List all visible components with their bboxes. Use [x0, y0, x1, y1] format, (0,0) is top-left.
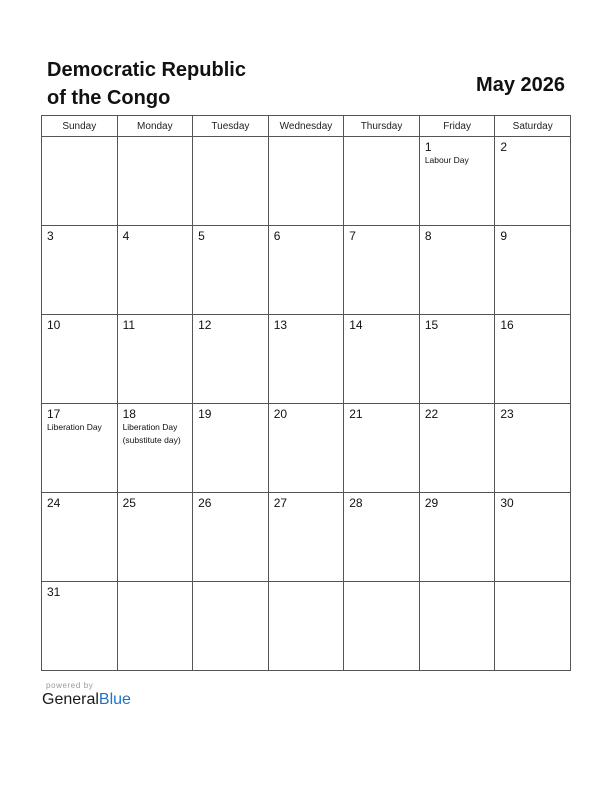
day-number: 23	[500, 407, 514, 421]
weekday-tuesday: Tuesday	[193, 116, 269, 137]
weekday-sunday: Sunday	[42, 116, 118, 137]
day-number: 4	[122, 229, 130, 243]
day-number: 1	[424, 140, 432, 154]
day-cell	[193, 493, 269, 582]
week-row	[42, 493, 571, 582]
day-cell	[344, 493, 420, 582]
day-cell	[42, 315, 118, 404]
weekday-thursday: Thursday	[344, 116, 420, 137]
day-number: 31	[47, 585, 61, 599]
day-cell	[193, 226, 269, 315]
day-number: 3	[47, 229, 54, 243]
day-cell	[419, 404, 495, 493]
calendar-grid	[41, 115, 571, 671]
day-cell	[419, 226, 495, 315]
day-number: 28	[349, 496, 363, 510]
empty-day-cell	[344, 137, 420, 226]
day-cell	[193, 315, 269, 404]
day-number: 29	[424, 496, 439, 510]
empty-day-cell	[495, 582, 571, 671]
day-number: 17	[47, 407, 61, 421]
day-cell	[42, 493, 118, 582]
day-cell	[419, 315, 495, 404]
day-number: 24	[47, 496, 61, 510]
day-cell	[268, 493, 344, 582]
empty-day-cell	[193, 582, 269, 671]
week-row	[42, 582, 571, 671]
brand-part-general: General	[42, 691, 99, 708]
day-number: 13	[273, 318, 288, 332]
empty-day-cell	[117, 137, 193, 226]
day-cell	[495, 493, 571, 582]
day-cell	[495, 315, 571, 404]
month-year-title: May 2026	[476, 74, 565, 96]
country-title	[47, 56, 347, 112]
day-cell	[268, 404, 344, 493]
week-row	[42, 226, 571, 315]
day-number: 15	[424, 318, 439, 332]
empty-day-cell	[268, 582, 344, 671]
day-cell	[344, 226, 420, 315]
week-row	[42, 137, 571, 226]
day-cell	[495, 137, 571, 226]
holiday-label: Labour Day	[424, 155, 469, 165]
footer-branding	[42, 681, 131, 709]
empty-day-cell	[193, 137, 269, 226]
day-number: 2	[500, 140, 508, 154]
day-cell	[42, 404, 118, 493]
day-cell	[117, 493, 193, 582]
weekday-monday: Monday	[117, 116, 193, 137]
day-cell	[495, 404, 571, 493]
empty-day-cell	[117, 582, 193, 671]
day-number: 27	[273, 496, 288, 510]
empty-day-cell	[419, 582, 495, 671]
holiday-label: Liberation Day	[47, 422, 102, 432]
day-number: 8	[424, 229, 432, 243]
weekday-friday: Friday	[419, 116, 495, 137]
day-number: 11	[122, 318, 136, 332]
day-number: 6	[273, 229, 281, 243]
day-cell	[193, 404, 269, 493]
day-number: 14	[349, 318, 363, 332]
day-cell	[42, 226, 118, 315]
day-number: 16	[500, 318, 514, 332]
empty-day-cell	[42, 137, 118, 226]
powered-by-label: powered by	[46, 681, 94, 690]
day-cell	[495, 226, 571, 315]
empty-day-cell	[268, 137, 344, 226]
day-number: 12	[198, 318, 212, 332]
day-cell	[344, 315, 420, 404]
day-number: 18	[122, 407, 136, 421]
day-number: 30	[500, 496, 514, 510]
day-number: 7	[349, 229, 356, 243]
day-cell	[117, 404, 193, 493]
day-number: 20	[273, 407, 288, 421]
day-number: 22	[424, 407, 439, 421]
day-cell	[268, 315, 344, 404]
holiday-label: Liberation Day (substitute day)	[122, 422, 181, 445]
week-row	[42, 315, 571, 404]
day-cell	[42, 582, 118, 671]
day-cell	[344, 404, 420, 493]
day-cell	[117, 226, 193, 315]
day-number: 21	[349, 407, 363, 421]
day-cell	[419, 493, 495, 582]
generalblue-logo[interactable]	[42, 691, 131, 709]
day-number: 5	[198, 229, 205, 243]
day-cell	[268, 226, 344, 315]
weekday-header-row	[42, 116, 571, 137]
day-number: 10	[47, 318, 61, 332]
empty-day-cell	[344, 582, 420, 671]
day-number: 19	[198, 407, 212, 421]
weekday-wednesday: Wednesday	[268, 116, 344, 137]
country-title-line2: of the Congo	[47, 87, 171, 109]
day-cell	[117, 315, 193, 404]
week-row	[42, 404, 571, 493]
country-title-line1: Democratic Republic	[47, 59, 246, 81]
brand-part-blue: Blue	[98, 691, 131, 708]
day-number: 25	[122, 496, 136, 510]
day-number: 9	[500, 229, 508, 243]
day-number: 26	[198, 496, 212, 510]
day-cell	[419, 137, 495, 226]
weekday-saturday: Saturday	[495, 116, 571, 137]
